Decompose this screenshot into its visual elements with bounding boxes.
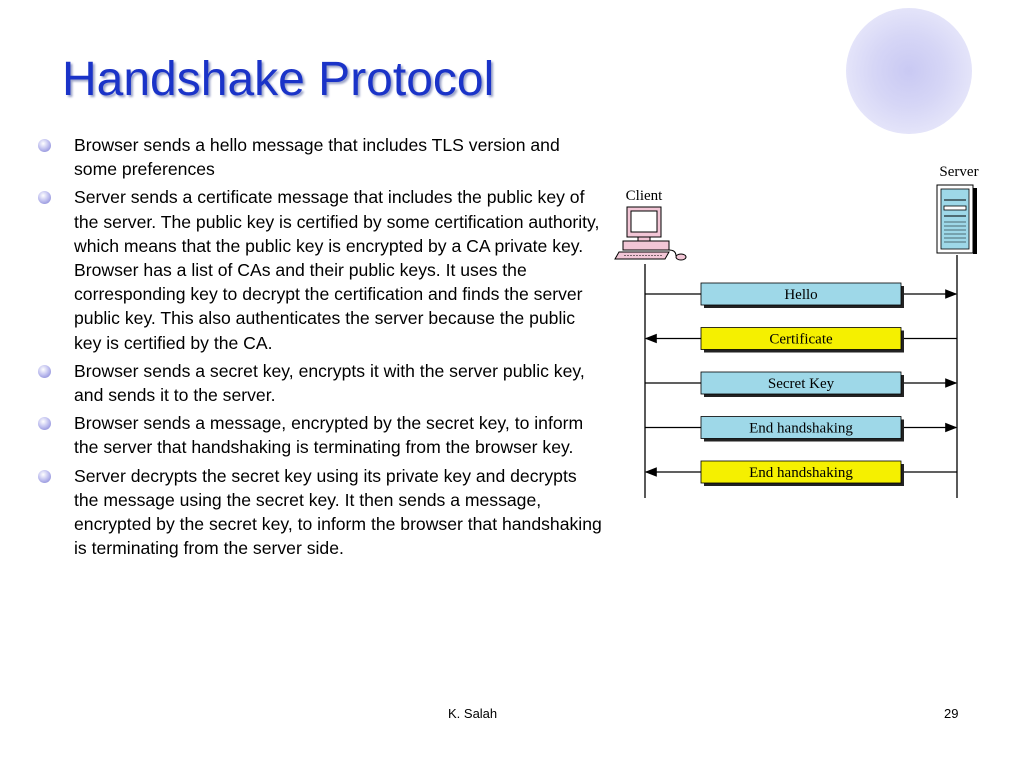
server-label: Server bbox=[939, 164, 979, 180]
bullet-text: Browser sends a secret key, encrypts it with the server public key, and sends it to the server. bbox=[74, 360, 585, 406]
message-label: Secret Key bbox=[767, 376, 835, 392]
message-1 bbox=[645, 283, 956, 308]
bullet-dot-icon bbox=[38, 139, 51, 152]
bullet-item bbox=[38, 185, 604, 354]
bullet-dot-icon bbox=[38, 417, 51, 430]
bullet-dot-icon bbox=[38, 470, 51, 483]
decorative-circle bbox=[846, 8, 972, 134]
bullet-text: Browser sends a message, encrypted by the secret key, to inform the server that handshaking is terminating from the browser key. bbox=[74, 413, 584, 458]
computer-icon bbox=[615, 207, 686, 260]
bullet-text: Server decrypts the secret key using its private key and decrypts the message using the secret key. It then sends a message, encrypted by the secret key, to inform the browser that handshaking is terminating from the server side. bbox=[74, 465, 602, 559]
footer-author: K. Salah bbox=[448, 706, 498, 721]
bullet-item bbox=[38, 464, 604, 561]
message-2 bbox=[646, 328, 957, 353]
server-icon bbox=[937, 185, 977, 254]
page-number: 29 bbox=[944, 706, 959, 721]
bullet-text: Server sends a certificate message that includes the public key of the server. The public key is certified by some certification authority, which means that the public key is encrypted by a CA private key. Browser has a list of CAs and their public keys. It uses the corresponding key to decrypt the certification and finds the server public key. This also authenticates the server because the public key is certified by the CA. bbox=[74, 187, 600, 353]
message-label: Hello bbox=[784, 287, 818, 303]
handshake-diagram bbox=[610, 160, 1010, 510]
bullet-item bbox=[38, 411, 604, 459]
message-5 bbox=[646, 461, 957, 486]
bullet-list bbox=[38, 133, 604, 564]
bullet-item bbox=[38, 359, 604, 407]
message-label: End handshaking bbox=[749, 420, 853, 437]
bullet-dot-icon bbox=[38, 191, 51, 204]
message-3 bbox=[645, 372, 956, 397]
message-label: Certificate bbox=[769, 331, 833, 348]
message-label: End handshaking bbox=[749, 465, 853, 481]
bullet-item bbox=[38, 133, 604, 181]
bullet-text: Browser sends a hello message that includes TLS version and some preferences bbox=[74, 135, 560, 180]
slide-title: Handshake Protocol bbox=[62, 53, 495, 106]
bullet-dot-icon bbox=[38, 365, 51, 378]
client-label: Client bbox=[625, 188, 663, 204]
message-4 bbox=[645, 417, 956, 442]
